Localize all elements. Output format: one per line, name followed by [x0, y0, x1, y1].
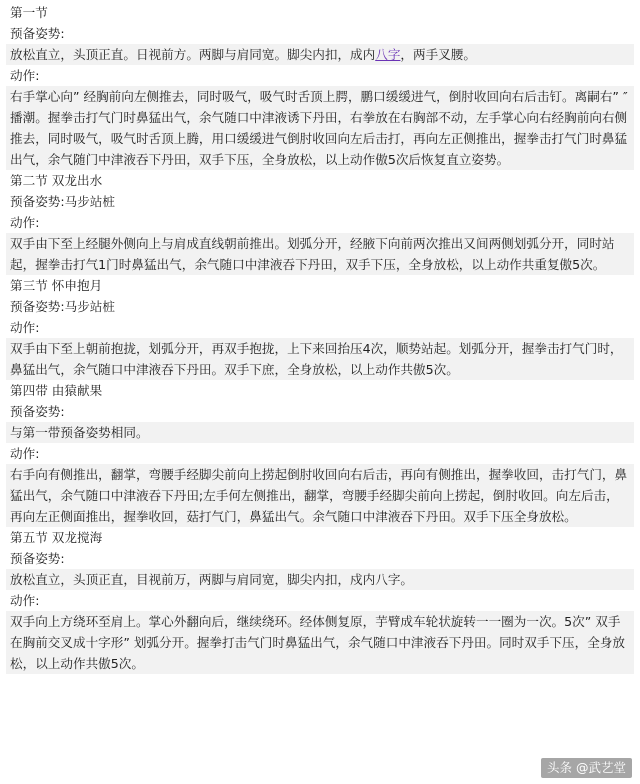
eight-shape-link[interactable]: 八字: [375, 47, 401, 62]
document-body: [6, 2, 634, 674]
section-5-prep-text: 放松直立，头顶正直，目视前万，两脚与肩同宽，脚尖内扣，戍内八字。: [6, 569, 634, 590]
section-2-action-label: 动作:: [10, 215, 40, 230]
section-4-prep-text: 与第一带预备姿势相同。: [6, 422, 634, 443]
watermark: 头条 @武艺堂: [541, 758, 632, 778]
section-3-title: 第三节 怀申抱月: [10, 278, 103, 293]
section-5-prep-label: 预备姿势:: [10, 551, 65, 566]
section-4-prep-label: 预备姿势:: [10, 404, 65, 419]
section-3-prep-label: 预备姿势:马步站桩: [10, 299, 115, 314]
section-5-action-text: 双手向上方绕环至肩上。掌心外翻向后，继续绕环。经体侧复原，芋臂成车轮状旋转一一圈为一次。5次” 双手在胸前交叉成十字形” 划弧分开。握拳打击气门时鼻猛出气，余气随口中津液吞下丹田。同时双手下压，全身放松，以上动作共傲5次。: [6, 611, 634, 674]
section-4-title: 第四带 由猿献果: [10, 383, 103, 398]
section-3-action-text: 双手由下至上朝前抱拢，划弧分开，再双手抱拢，上下来回抬压4次，顺势站起。划弧分开，握拳击打气门时，鼻猛出气，余气随口中津液吞下丹田。双手下庶，全身放松，以上动作共傲5次。: [6, 338, 634, 380]
section-1-title: 第一节: [10, 5, 48, 20]
section-5-title: 第五节 双龙搅海: [10, 530, 103, 545]
section-1-prep-after: ，两手叉腰。: [400, 47, 476, 62]
section-1-prep-text: [6, 44, 634, 65]
section-2-prep-label: 预备姿势:马步站桩: [10, 194, 115, 209]
section-2-action-text: 双手由下至上经腿外侧向上与肩成直线朝前推出。划弧分开，经腋下向前两次推出又间两侧划弧分开，同时站起，握拳击打气1门时鼻猛出气，余气随口中津液吞下丹田，双手下压，全身放松，以上动作共重复傲5次。: [6, 233, 634, 275]
section-1-action-text: 右手掌心向” 经胸前向左侧推去，同时吸气，吸气时舌顶上腭，鹏口缓缓进气，倒肘收回向右后击钉。离嗣右” ″播潮。握拳击打气门时鼻猛出气，余气随口中津液诱下丹田，右拳放在右胸部不动，左手掌心向右经胸前向右侧推去，同时吸气，吸气时舌顶上腾，用口缓缓进气倒肘收回向左后击打，再向左正侧推出，握拳击打气门时鼻猛出气，余气随门中津液吞下丹田，双手下压，全身放松，以上动作傲5次后恢复直立姿势。: [6, 86, 634, 170]
section-1-action-label: 动作:: [10, 68, 40, 83]
section-1-prep-label: 预备姿势:: [10, 26, 65, 41]
section-3-action-label: 动作:: [10, 320, 40, 335]
section-4-action-text: 右手向有侧推出，翻掌，弯腰手经脚尖前向上捞起倒肘收回向右后击，再向有侧推出，握拳收回，击打气门，鼻猛出气，余气随口中津液吞下丹田;左手何左侧推出，翻掌，弯腰手经脚尖前向上捞起，倒肘收回。向左后击，再向左正侧面推出，握拳收回，菇打气门，鼻猛出气。余气随口中津液吞下丹田。双手下压全身放松。: [6, 464, 634, 527]
section-1-prep-before: 放松直立，头顶正直。日视前方。两脚与肩同宽。脚尖内扣，成内: [10, 47, 376, 62]
section-2-title: 第二节 双龙出水: [10, 173, 103, 188]
section-4-action-label: 动作:: [10, 446, 40, 461]
section-5-action-label: 动作:: [10, 593, 40, 608]
